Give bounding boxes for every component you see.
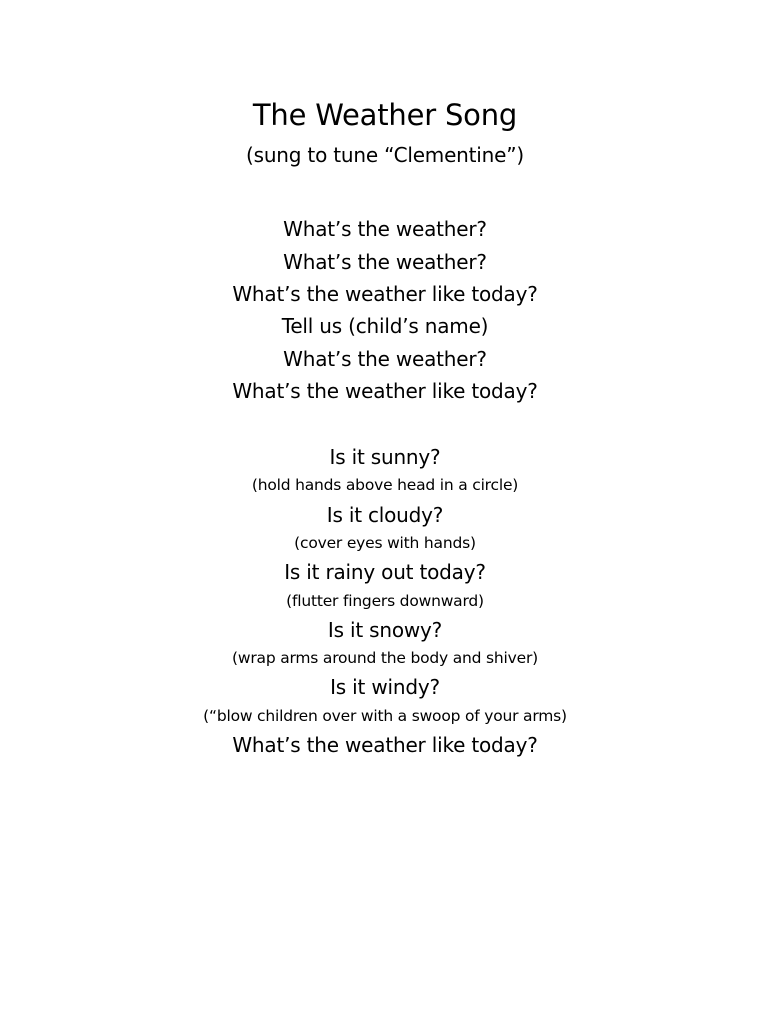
song-title: The Weather Song [252,98,518,132]
verse-2-action: (wrap arms around the body and shiver) [232,649,538,667]
verse-1-line: What’s the weather like today? [232,379,538,403]
verse-1-line: What’s the weather? [283,347,487,371]
verse-2-action: (cover eyes with hands) [294,534,476,552]
verse-1-line: What’s the weather? [283,250,487,274]
song-subtitle: (sung to tune “Clementine”) [246,143,524,167]
verse-2-lyric: Is it rainy out today? [284,560,486,584]
verse-2-lyric: Is it windy? [330,675,440,699]
verse-1-line: What’s the weather? [283,217,487,241]
verse-1-line: Tell us (child’s name) [281,314,489,338]
verse-2-action: (“blow children over with a swoop of your arms) [203,707,567,725]
verse-2-action: (hold hands above head in a circle) [251,476,519,494]
verse-2-lyric: Is it sunny? [329,445,441,469]
verse-2-action: (flutter fingers downward) [286,592,484,610]
verse-2-lyric: Is it cloudy? [326,503,444,527]
closing-line: What’s the weather like today? [232,733,538,757]
verse-2-lyric: Is it snowy? [327,618,443,642]
verse-1-line: What’s the weather like today? [232,282,538,306]
